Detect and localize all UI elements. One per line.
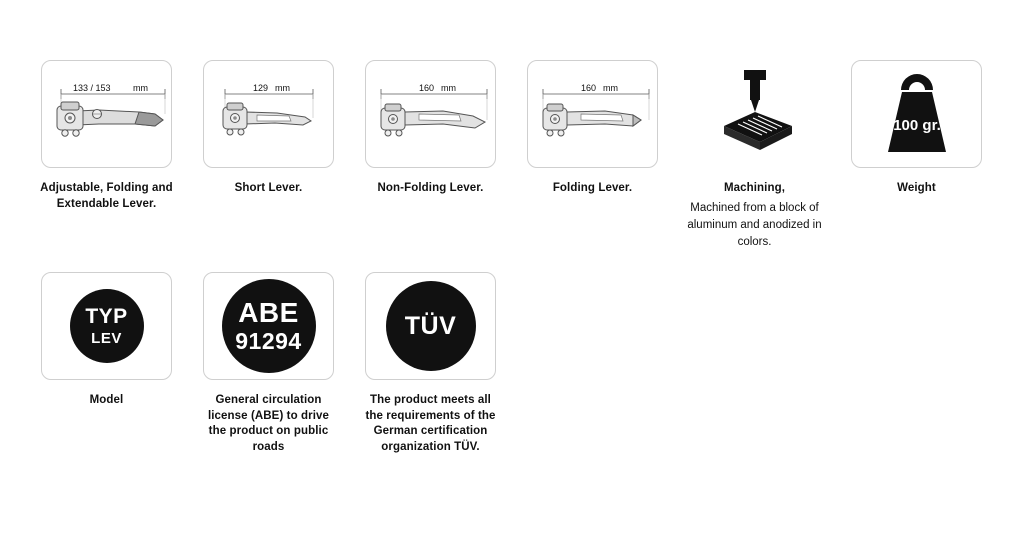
lever-dimension-label: 129 <box>252 83 268 93</box>
tuv-card <box>365 272 496 380</box>
feature-non-folding-lever <box>364 60 497 197</box>
feature-caption: The product meets all the requirements of the German certification organization TÜV. <box>365 394 496 453</box>
lever-dimension-label: 133 / 153 <box>72 83 111 93</box>
feature-weight <box>850 60 983 197</box>
lever-card <box>41 60 172 168</box>
feature-machining <box>688 60 821 251</box>
lever-dimension-unit: mm <box>602 83 618 93</box>
feature-abe-license <box>202 272 335 455</box>
abe-badge-icon <box>222 279 316 373</box>
badge-line-1: TÜV <box>404 311 457 340</box>
feature-caption: Adjustable, Folding and Extendable Lever. <box>40 182 173 210</box>
weight-icon <box>862 64 972 164</box>
feature-model <box>40 272 173 409</box>
lever-card <box>527 60 658 168</box>
lever-dimension-unit: mm <box>132 83 148 93</box>
feature-caption: Weight <box>897 182 936 194</box>
feature-folding-lever <box>526 60 659 197</box>
feature-caption: Machining, <box>723 182 786 194</box>
model-card <box>41 272 172 380</box>
feature-row-primary <box>40 60 983 251</box>
feature-caption: Short Lever. <box>234 182 303 194</box>
lever-short-icon <box>205 62 333 166</box>
lever-dimension-label: 160 <box>580 83 596 93</box>
abe-card <box>203 272 334 380</box>
lever-non-folding-icon <box>367 62 495 166</box>
feature-short-lever <box>202 60 335 197</box>
feature-adjustable-folding-extendable-lever <box>40 60 173 212</box>
badge-line-1: TYP <box>85 305 128 328</box>
lever-folding-icon <box>529 62 657 166</box>
weight-card <box>851 60 982 168</box>
lever-card <box>203 60 334 168</box>
lever-adjustable-icon <box>43 62 171 166</box>
feature-tuv-certification <box>364 272 497 455</box>
feature-caption: Non-Folding Lever. <box>377 182 484 194</box>
cnc-machining-icon <box>700 64 810 164</box>
lever-card <box>365 60 496 168</box>
weight-value-label: 100 gr. <box>892 117 941 134</box>
badge-line-2: LEV <box>91 330 122 347</box>
badge-line-1: ABE <box>238 297 299 328</box>
badge-line-2: 91294 <box>235 328 302 354</box>
feature-caption: Folding Lever. <box>552 182 633 194</box>
lever-dimension-unit: mm <box>274 83 290 93</box>
lever-dimension-label: 160 <box>418 83 434 93</box>
lever-dimension-unit: mm <box>440 83 456 93</box>
typ-lev-badge-icon <box>70 289 144 363</box>
feature-row-certifications <box>40 272 497 455</box>
tuv-badge-icon <box>386 281 476 371</box>
feature-subcaption: Machined from a block of aluminum and anodized in colors. <box>687 201 822 249</box>
machining-card <box>689 60 820 168</box>
feature-caption: Model <box>89 394 124 406</box>
feature-caption: General circulation license (ABE) to drive the product on public roads <box>207 394 330 453</box>
